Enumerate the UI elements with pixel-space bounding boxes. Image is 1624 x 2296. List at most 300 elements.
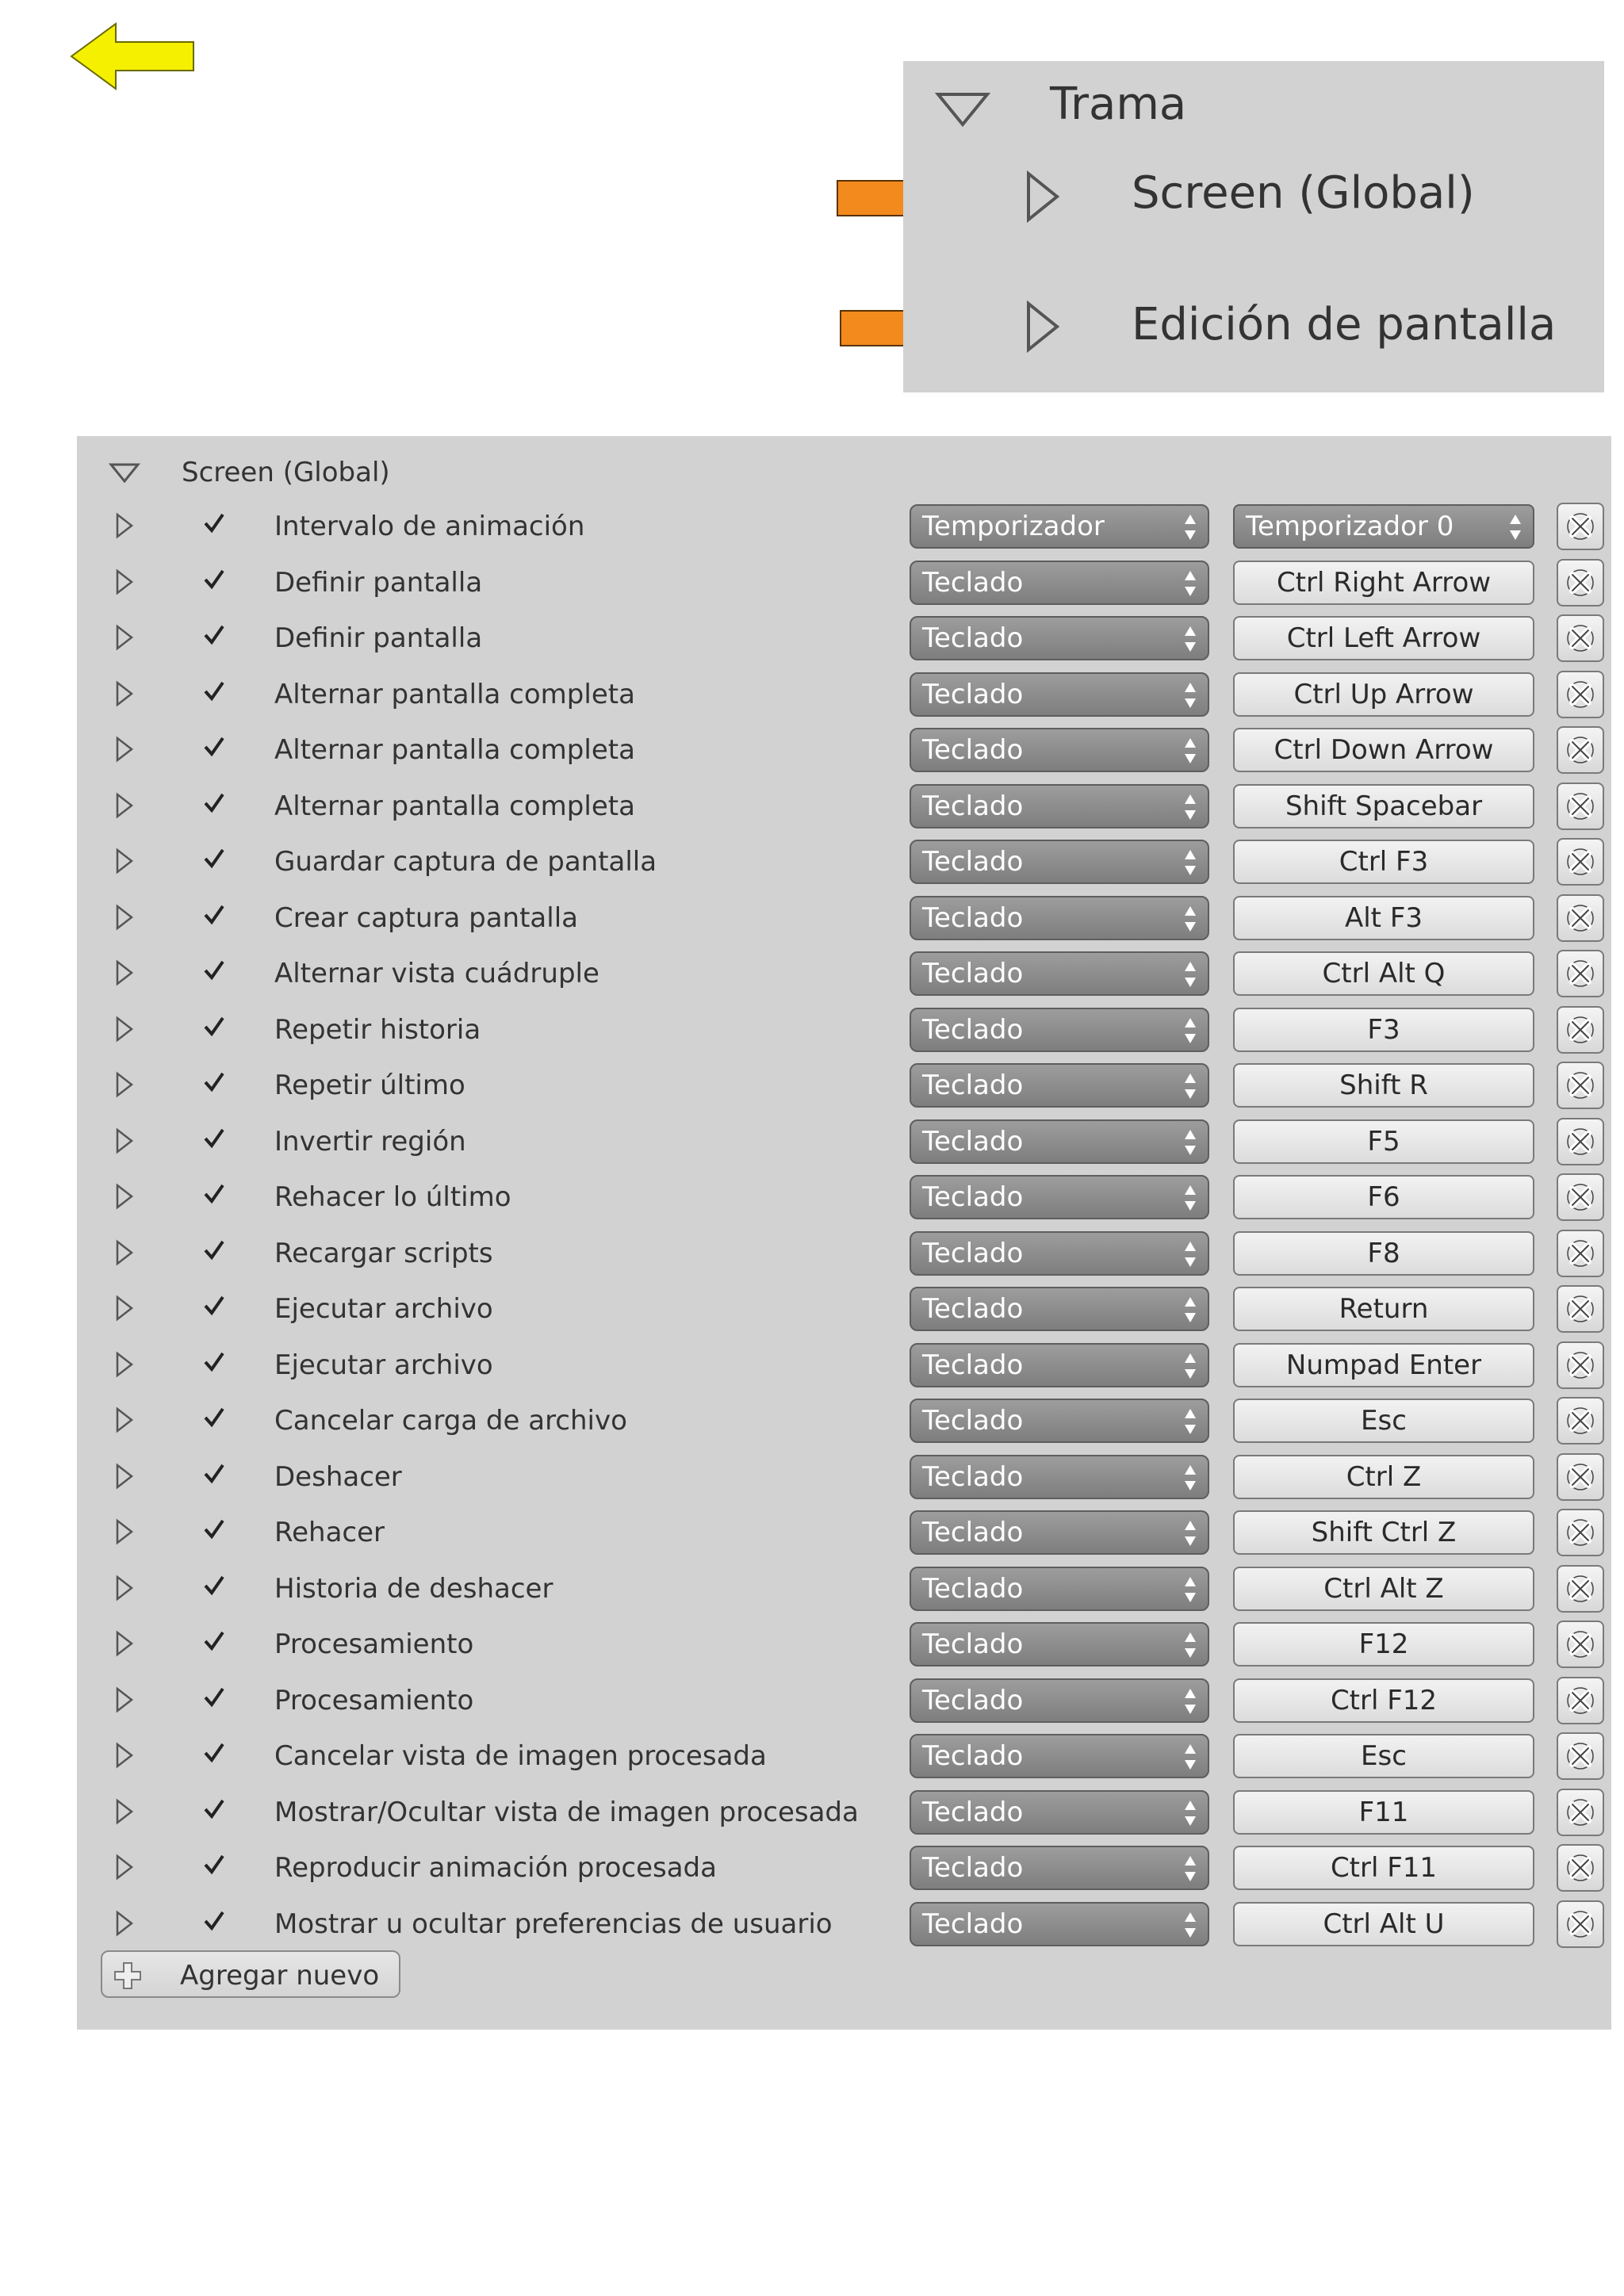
operator-name: Procesamiento [274,1628,474,1660]
key-binding-button[interactable] [1233,1567,1534,1611]
key-binding-value: Return [1339,1293,1429,1325]
expand-triangle-icon[interactable] [115,1910,134,1937]
enable-checkbox[interactable] [202,735,226,759]
enable-checkbox[interactable] [202,1015,226,1039]
operator-name: Definir pantalla [274,566,483,599]
enable-checkbox[interactable] [202,903,226,927]
key-binding-value: Shift Spacebar [1285,790,1483,822]
keymap-panel [77,436,1611,2030]
expand-triangle-icon[interactable] [115,1686,134,1713]
operator-name: Alternar pantalla completa [274,678,635,710]
input-type-dropdown[interactable] [910,616,1209,660]
key-binding-button[interactable] [1233,561,1534,605]
remove-item-button[interactable] [1557,950,1604,997]
remove-item-button[interactable] [1557,1341,1604,1389]
up-down-arrows-icon [1184,1296,1197,1323]
key-binding-value: Esc [1361,1405,1407,1437]
callout-item-screen-global[interactable]: Screen (Global) [1132,167,1475,219]
input-type-dropdown[interactable] [910,784,1209,828]
key-binding-value: Alt F3 [1344,901,1423,934]
input-type-value: Teclado [922,1405,1024,1437]
enable-checkbox[interactable] [202,1182,226,1206]
operator-name: Crear captura pantalla [274,901,578,934]
operator-name: Intervalo de animación [274,511,585,542]
input-type-dropdown[interactable] [910,1231,1209,1276]
expand-triangle-icon[interactable] [115,736,134,763]
input-type-dropdown[interactable] [910,1287,1209,1331]
up-down-arrows-icon [1184,1241,1197,1268]
key-binding-value: Ctrl F12 [1330,1684,1438,1716]
up-down-arrows-icon [1184,514,1197,541]
remove-item-button[interactable] [1557,1062,1604,1109]
up-down-arrows-icon [1184,1855,1197,1882]
keymap-row [77,891,1611,947]
operator-name: Procesamiento [274,1684,474,1716]
key-binding-button[interactable] [1233,1902,1534,1946]
operator-name: Rehacer [274,1517,385,1548]
key-binding-button[interactable] [1233,1510,1534,1555]
expand-triangle-icon[interactable] [115,1239,134,1266]
input-type-value: Teclado [922,1013,1024,1046]
input-type-value: Teclado [922,734,1024,766]
key-binding-button[interactable] [1233,672,1534,717]
remove-x-icon [1565,1014,1596,1046]
input-type-dropdown[interactable] [910,1846,1209,1890]
collapse-triangle-icon[interactable] [109,461,140,484]
key-binding-value: Ctrl Alt Q [1322,958,1446,989]
remove-item-button[interactable] [1557,671,1604,718]
operator-name: Recargar scripts [274,1237,493,1269]
expand-triangle-icon[interactable] [115,1798,134,1825]
keymap-row [77,1841,1611,1897]
timer-dropdown[interactable] [1233,504,1534,549]
key-binding-value: F6 [1367,1181,1400,1213]
keymap-row [77,1729,1611,1785]
operator-name: Alternar pantalla completa [274,790,635,822]
input-type-value: Teclado [922,1572,1024,1605]
key-binding-value: F8 [1367,1237,1400,1269]
remove-item-button[interactable] [1557,1173,1604,1221]
input-type-dropdown[interactable] [910,1622,1209,1667]
enable-checkbox[interactable] [202,1070,226,1094]
key-binding-value: Ctrl Left Arrow [1286,622,1481,654]
remove-item-button[interactable] [1557,1732,1604,1780]
expand-triangle-icon[interactable] [115,1406,134,1433]
input-type-value: Teclado [922,790,1024,822]
up-down-arrows-icon [1184,849,1197,876]
remove-x-icon [1565,1405,1596,1437]
enable-checkbox[interactable] [202,959,226,982]
remove-x-icon [1565,1797,1596,1828]
callout-title: Trama [1050,78,1187,130]
key-binding-value: F5 [1367,1125,1400,1158]
key-binding-button[interactable] [1233,1734,1534,1778]
input-type-value: Teclado [922,1908,1024,1940]
key-binding-value: F12 [1358,1628,1409,1660]
remove-item-button[interactable] [1557,1453,1604,1501]
expand-triangle-icon[interactable] [115,624,134,651]
input-type-value: Teclado [922,1349,1024,1381]
remove-x-icon [1565,1293,1596,1325]
input-type-dropdown[interactable] [910,1455,1209,1499]
key-binding-button[interactable] [1233,1175,1534,1219]
key-binding-value: Ctrl Right Arrow [1276,566,1492,599]
input-type-value: Teclado [922,1517,1024,1548]
key-binding-value: Temporizador 0 [1246,511,1454,542]
expand-triangle-icon[interactable] [115,1295,134,1322]
remove-x-icon [1565,1070,1596,1101]
key-binding-button[interactable] [1233,1008,1534,1052]
up-down-arrows-icon [1184,1911,1197,1938]
remove-item-button[interactable] [1557,1285,1604,1333]
expand-triangle-icon[interactable] [115,1127,134,1154]
input-type-value: Teclado [922,846,1024,878]
remove-x-icon [1565,846,1596,878]
up-down-arrows-icon [1509,514,1522,541]
remove-x-icon [1565,1126,1596,1158]
key-binding-button[interactable] [1233,1063,1534,1108]
keymap-row [77,1115,1611,1171]
up-down-arrows-icon [1184,1129,1197,1156]
keymap-row [77,723,1611,779]
input-type-dropdown[interactable] [910,1008,1209,1052]
operator-name: Mostrar/Ocultar vista de imagen procesada [274,1796,859,1828]
expand-triangle-icon[interactable] [115,1575,134,1601]
key-binding-button[interactable] [1233,1790,1534,1835]
enable-checkbox[interactable] [202,1797,226,1821]
key-binding-value: Shift Ctrl Z [1311,1517,1457,1548]
key-binding-value: Ctrl F3 [1339,846,1429,878]
input-type-value: Teclado [922,1684,1024,1716]
operator-name: Rehacer lo último [274,1181,511,1213]
expand-triangle-icon[interactable] [115,680,134,707]
up-down-arrows-icon [1184,1743,1197,1770]
key-binding-button[interactable] [1233,1678,1534,1723]
operator-name: Reproducir animación procesada [274,1852,717,1884]
input-type-value: Teclado [922,1125,1024,1158]
key-binding-value: Ctrl Up Arrow [1293,678,1474,710]
input-type-dropdown[interactable] [910,1343,1209,1387]
input-type-value: Teclado [922,1293,1024,1325]
key-binding-value: F11 [1358,1796,1409,1828]
input-type-dropdown[interactable] [910,896,1209,940]
remove-x-icon [1565,622,1596,654]
remove-x-icon [1565,1685,1596,1716]
operator-name: Repetir historia [274,1013,481,1046]
input-type-dropdown[interactable] [910,1902,1209,1946]
operator-name: Cancelar carga de archivo [274,1405,627,1437]
enable-checkbox[interactable] [202,1686,226,1709]
input-type-dropdown[interactable] [910,840,1209,884]
input-type-value: Teclado [922,678,1024,710]
keymap-row [77,556,1611,612]
up-down-arrows-icon [1184,1520,1197,1547]
remove-x-icon [1565,679,1596,710]
key-binding-value: Esc [1361,1740,1407,1772]
section-header[interactable] [109,450,390,495]
expand-triangle-icon[interactable] [115,1518,134,1545]
input-type-value: Teclado [922,1181,1024,1213]
remove-item-button[interactable] [1557,503,1604,550]
remove-item-button[interactable] [1557,1621,1604,1668]
remove-item-button[interactable] [1557,894,1604,942]
key-binding-button[interactable] [1233,951,1534,996]
keymap-callout-panel [903,61,1604,392]
remove-item-button[interactable] [1557,1230,1604,1277]
remove-x-icon [1565,1461,1596,1493]
input-type-dropdown[interactable] [910,561,1209,605]
keymap-row [77,1450,1611,1506]
remove-item-button[interactable] [1557,1565,1604,1613]
input-type-value: Teclado [922,1740,1024,1772]
enable-checkbox[interactable] [202,1741,226,1765]
remove-x-icon [1565,790,1596,822]
input-type-value: Teclado [922,1852,1024,1884]
remove-item-button[interactable] [1557,1118,1604,1165]
enable-checkbox[interactable] [202,1238,226,1262]
key-binding-button[interactable] [1233,1343,1534,1387]
keymap-row [77,1897,1611,1954]
keymap-row [77,1394,1611,1450]
up-down-arrows-icon [1184,682,1197,709]
enable-checkbox[interactable] [202,1127,226,1150]
input-type-dropdown[interactable] [910,728,1209,772]
up-down-arrows-icon [1184,570,1197,597]
input-type-dropdown[interactable] [910,504,1209,549]
key-binding-value: F3 [1367,1013,1400,1046]
expand-triangle-icon[interactable] [115,1351,134,1378]
key-binding-button[interactable] [1233,840,1534,884]
enable-checkbox[interactable] [202,679,226,703]
key-binding-button[interactable] [1233,1622,1534,1667]
up-down-arrows-icon [1184,1353,1197,1380]
remove-item-button[interactable] [1557,1006,1604,1054]
input-type-value: Teclado [922,622,1024,654]
keymap-row [77,1617,1611,1674]
keymap-row [77,668,1611,724]
key-binding-value: Ctrl Down Arrow [1274,734,1494,766]
keymap-row [77,499,1611,556]
up-down-arrows-icon [1184,1184,1197,1211]
up-down-arrows-icon [1184,1688,1197,1715]
plus-icon [113,1961,142,1990]
input-type-dropdown[interactable] [910,1567,1209,1611]
up-down-arrows-icon [1184,961,1197,988]
operator-name: Historia de deshacer [274,1572,553,1605]
keymap-row [77,1506,1611,1562]
enable-checkbox[interactable] [202,1462,226,1486]
enable-checkbox[interactable] [202,623,226,647]
key-binding-value: Ctrl F11 [1330,1852,1438,1884]
up-down-arrows-icon [1184,626,1197,652]
remove-x-icon [1565,734,1596,766]
remove-item-button[interactable] [1557,838,1604,886]
enable-checkbox[interactable] [202,1629,226,1653]
enable-checkbox[interactable] [202,1406,226,1429]
remove-x-icon [1565,1852,1596,1884]
key-binding-button[interactable] [1233,1846,1534,1890]
expand-triangle-icon[interactable] [115,792,134,819]
collapse-triangle-icon[interactable] [935,90,990,129]
keymap-row [77,779,1611,836]
input-type-dropdown[interactable] [910,1399,1209,1443]
expand-triangle-icon[interactable] [115,1183,134,1210]
keymap-row [77,1282,1611,1338]
input-type-dropdown[interactable] [910,1734,1209,1778]
key-binding-value: Numpad Enter [1285,1349,1482,1381]
key-binding-button[interactable] [1233,728,1534,772]
keymap-row [77,1785,1611,1842]
keymap-row [77,1003,1611,1059]
operator-name: Cancelar vista de imagen procesada [274,1740,767,1772]
input-type-dropdown[interactable] [910,951,1209,996]
up-down-arrows-icon [1184,1408,1197,1435]
up-down-arrows-icon [1184,1017,1197,1044]
expand-triangle-icon[interactable] [115,959,134,986]
remove-item-button[interactable] [1557,1397,1604,1445]
input-type-dropdown[interactable] [910,1119,1209,1164]
input-type-value: Teclado [922,1796,1024,1828]
key-binding-value: Shift R [1339,1070,1428,1101]
input-type-value: Temporizador [922,511,1105,542]
up-down-arrows-icon [1184,1576,1197,1603]
operator-name: Definir pantalla [274,622,483,654]
expand-triangle-icon[interactable] [115,512,134,539]
input-type-dropdown[interactable] [910,1790,1209,1835]
keymap-row [77,835,1611,891]
callout-item-screen-editing[interactable]: Edición de pantalla [1132,299,1557,350]
enable-checkbox[interactable] [202,1517,226,1541]
remove-x-icon [1565,902,1596,934]
enable-checkbox[interactable] [202,1350,226,1374]
remove-x-icon [1565,1573,1596,1605]
input-type-value: Teclado [922,1460,1024,1493]
expand-triangle-icon[interactable] [115,1463,134,1490]
remove-x-icon [1565,1740,1596,1772]
remove-item-button[interactable] [1557,783,1604,830]
enable-checkbox[interactable] [202,1909,226,1933]
up-down-arrows-icon [1184,1800,1197,1827]
remove-item-button[interactable] [1557,726,1604,774]
input-type-value: Teclado [922,1237,1024,1269]
up-down-arrows-icon [1184,1464,1197,1491]
operator-name: Ejecutar archivo [274,1293,493,1325]
operator-name: Repetir último [274,1070,465,1101]
keymap-row [77,611,1611,668]
remove-item-button[interactable] [1557,559,1604,607]
operator-name: Invertir región [274,1125,466,1158]
remove-item-button[interactable] [1557,614,1604,662]
add-new-button[interactable] [101,1950,400,1998]
input-type-value: Teclado [922,958,1024,989]
keymap-row [77,1170,1611,1226]
expand-triangle-icon[interactable] [115,904,134,931]
input-type-dropdown[interactable] [910,672,1209,717]
expand-triangle-icon[interactable] [1022,299,1062,354]
input-type-dropdown[interactable] [910,1510,1209,1555]
key-binding-button[interactable] [1233,784,1534,828]
key-binding-button[interactable] [1233,1287,1534,1331]
operator-name: Deshacer [274,1460,402,1493]
enable-checkbox[interactable] [202,1574,226,1598]
input-type-value: Teclado [922,1628,1024,1660]
expand-triangle-icon[interactable] [115,1742,134,1769]
enable-checkbox[interactable] [202,791,226,815]
expand-triangle-icon[interactable] [115,568,134,595]
input-type-value: Teclado [922,566,1024,599]
key-binding-button[interactable] [1233,1399,1534,1443]
remove-item-button[interactable] [1557,1789,1604,1836]
remove-item-button[interactable] [1557,1900,1604,1948]
input-type-dropdown[interactable] [910,1678,1209,1723]
up-down-arrows-icon [1184,1073,1197,1100]
remove-x-icon [1565,958,1596,989]
remove-x-icon [1565,511,1596,542]
input-type-dropdown[interactable] [910,1063,1209,1108]
key-binding-button[interactable] [1233,1231,1534,1276]
enable-checkbox[interactable] [202,1294,226,1318]
keymap-row [77,947,1611,1003]
enable-checkbox[interactable] [202,511,226,535]
key-binding-button[interactable] [1233,1119,1534,1164]
remove-item-button[interactable] [1557,1844,1604,1892]
section-title: Screen (Global) [182,457,390,488]
enable-checkbox[interactable] [202,1853,226,1877]
remove-item-button[interactable] [1557,1509,1604,1556]
up-down-arrows-icon [1184,905,1197,932]
operator-name: Mostrar u ocultar preferencias de usuario [274,1908,833,1940]
enable-checkbox[interactable] [202,568,226,591]
remove-x-icon [1565,1349,1596,1381]
back-arrow-icon[interactable] [70,22,197,90]
key-binding-value: Ctrl Z [1346,1460,1422,1493]
expand-triangle-icon[interactable] [115,1071,134,1098]
expand-triangle-icon[interactable] [115,848,134,874]
operator-name: Alternar pantalla completa [274,734,635,766]
enable-checkbox[interactable] [202,847,226,871]
key-binding-button[interactable] [1233,896,1534,940]
expand-triangle-icon[interactable] [1022,169,1062,224]
expand-triangle-icon[interactable] [115,1630,134,1657]
input-type-dropdown[interactable] [910,1175,1209,1219]
remove-x-icon [1565,1238,1596,1269]
add-new-label: Agregar nuevo [180,1960,380,1992]
remove-x-icon [1565,567,1596,599]
expand-triangle-icon[interactable] [115,1016,134,1043]
keymap-row [77,1674,1611,1730]
remove-item-button[interactable] [1557,1677,1604,1724]
expand-triangle-icon[interactable] [115,1854,134,1881]
operator-name: Ejecutar archivo [274,1349,493,1381]
keymap-row [77,1058,1611,1115]
keymap-row [77,1226,1611,1283]
remove-x-icon [1565,1908,1596,1940]
key-binding-button[interactable] [1233,616,1534,660]
up-down-arrows-icon [1184,794,1197,821]
input-type-value: Teclado [922,901,1024,934]
keymap-item-list [77,499,1611,1953]
keymap-row [77,1562,1611,1618]
operator-name: Guardar captura de pantalla [274,846,657,878]
key-binding-button[interactable] [1233,1455,1534,1499]
up-down-arrows-icon [1184,737,1197,764]
up-down-arrows-icon [1184,1632,1197,1659]
operator-name: Alternar vista cuádruple [274,958,599,989]
remove-x-icon [1565,1181,1596,1213]
key-binding-value: Ctrl Alt U [1323,1908,1445,1940]
input-type-value: Teclado [922,1070,1024,1101]
keymap-row [77,1338,1611,1395]
